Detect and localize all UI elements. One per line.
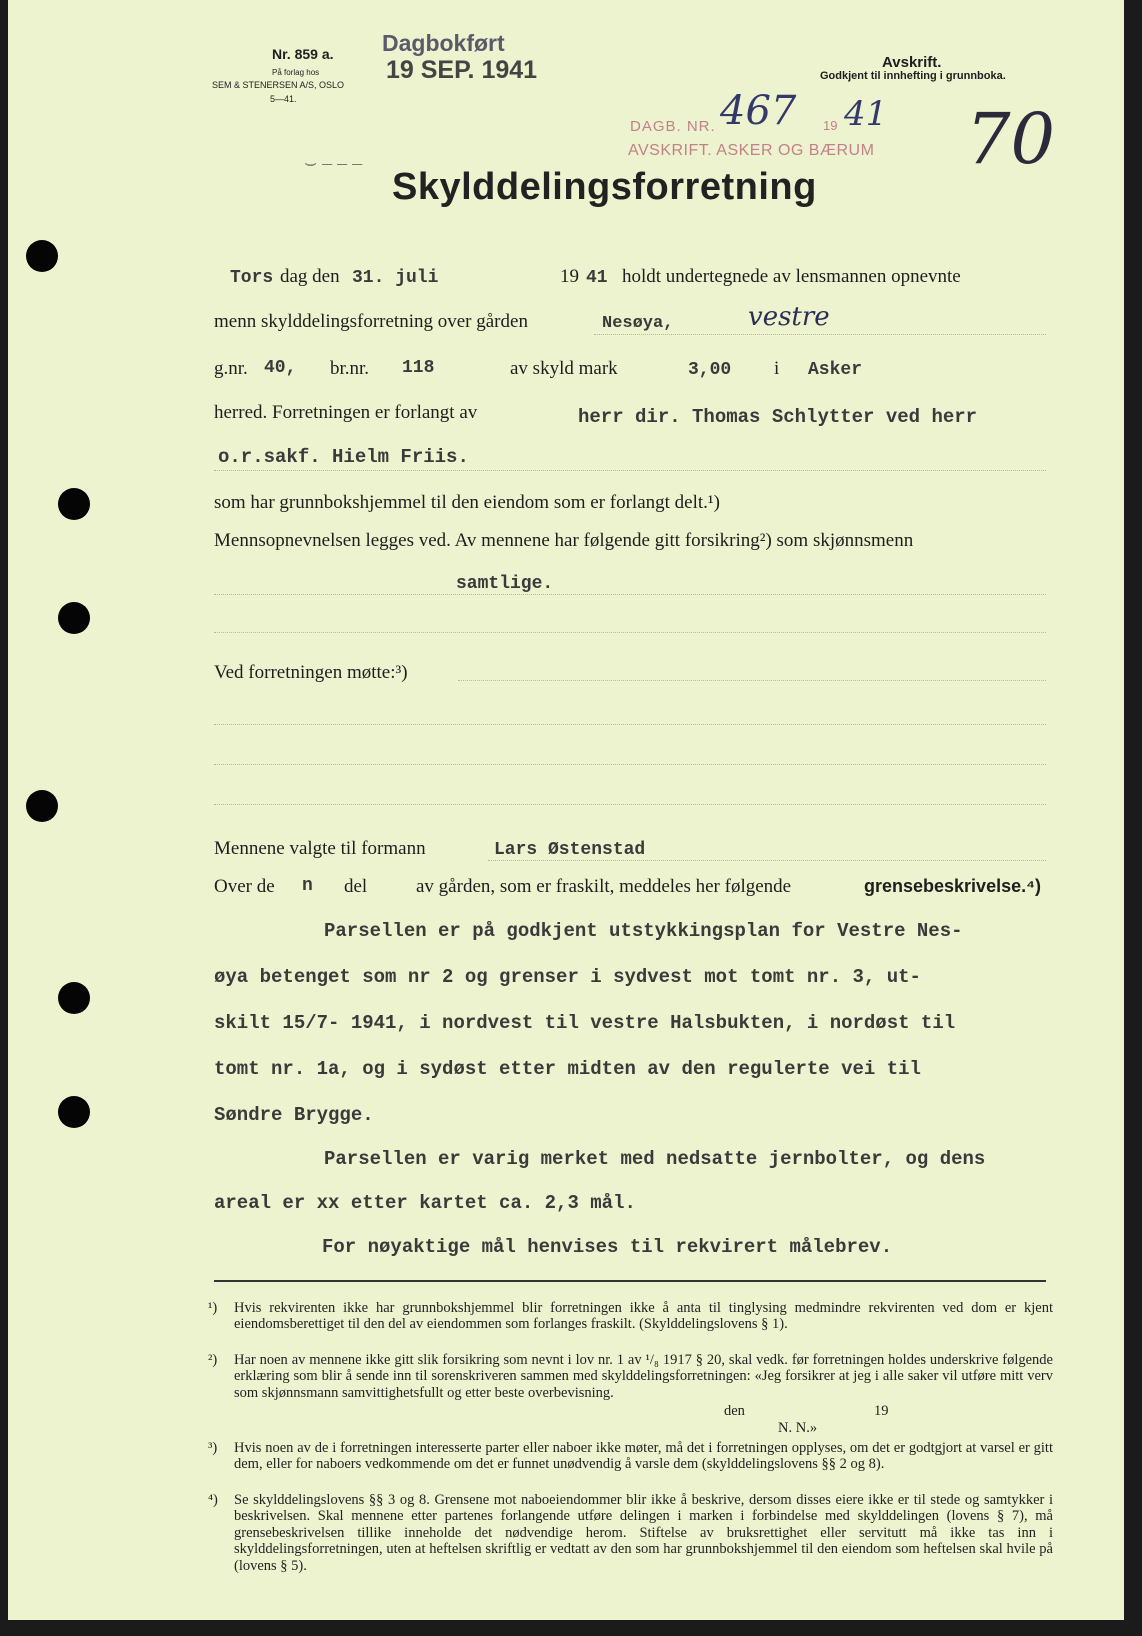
page-title: Skylddelingsforretning	[392, 166, 817, 208]
description-line: areal er xx etter kartet ca. 2,3 mål.	[214, 1192, 636, 1214]
intro-text: dag den	[280, 266, 340, 287]
document-page	[8, 0, 1124, 1620]
journal-stamp-office: AVSKRIFT. ASKER OG BÆRUM	[628, 142, 875, 159]
punch-hole	[26, 240, 58, 272]
registered-stamp: Dagbokført	[382, 30, 505, 56]
fill-line	[458, 680, 1046, 681]
journal-stamp-label: DAGB. NR.	[630, 118, 716, 135]
brnr-value: 118	[402, 358, 435, 378]
fill-line	[214, 594, 1046, 595]
pencil-mark: ⌣ ‒ ‒ ‒	[304, 152, 363, 174]
fill-line	[214, 804, 1046, 805]
fill-line	[214, 632, 1046, 633]
farm-name-handwritten: vestre	[748, 302, 830, 332]
intro-text: br.nr.	[330, 358, 370, 379]
weekday: Tors	[230, 268, 274, 288]
intro-text: av skyld mark	[510, 358, 618, 379]
chair-name: Lars Østenstad	[494, 840, 646, 860]
municipality-value: Asker	[808, 360, 863, 380]
footnote-year: 19	[874, 1403, 889, 1419]
footnote-place: den	[724, 1403, 745, 1419]
footnote-signature: N. N.»	[778, 1420, 818, 1436]
footnote-text: Se skylddelingslovens §§ 3 og 8. Grensene mot naboeiendommer blir ikke å beskrive, dersom disses eiere ikke er til stede og samtykker i beskrivelsen. Skal mennene etter partenes forlangende utføre delingen i marken i forbindelse med skylddelingen (lovens § 7), må grensebeskrivelsen tillike inneholde det nødvendige herom. Stiftelse av bruksrettighet eller servitutt må ikke tas inn i skylddelingsforretningen, uten at heftelsen skriftlig er vedtatt av den som har grunnbokshjemmel til den eiendom som heftelsen skal hvile på (lovens § 5).	[234, 1492, 1053, 1574]
boundary-text: Over de	[214, 876, 275, 897]
footnote-number: ⁴)	[208, 1492, 218, 1508]
boundary-fill: n	[302, 876, 313, 896]
year-value: 41	[586, 268, 608, 288]
journal-number: 467	[720, 88, 797, 134]
footnote-text: Hvis rekvirenten ikke har grunnbokshjemmel blir forretningen ikke å anta til tinglysing medmindre rekvirenten ved dom er kjent eiendomsberettiget til den del av eiendommen som forlanges fraskilt. (Skylddelingslovens § 1).	[234, 1300, 1053, 1333]
footnote-divider	[214, 1280, 1046, 1282]
gnr-value: 40,	[264, 358, 297, 378]
assurance-value: samtlige.	[456, 574, 554, 594]
date-value: 31. juli	[352, 268, 439, 288]
fill-line	[488, 860, 1046, 861]
publisher-line-2: SEM & STENERSEN A/S, OSLO	[212, 80, 345, 90]
publisher-line-1: På forlag hos	[272, 68, 320, 77]
page-number: 70	[966, 98, 1056, 180]
footnote-text: Hvis noen av de i forretningen interesserte parter eller naboer ikke møter, må det i forretningen opplyses, om det er godtgjort at varsel er gitt dem, eller for naboers vedkommende om det er funnet unødvendig å varsle dem (skylddelingslovens §§ 2 og 8).	[234, 1440, 1053, 1473]
fill-line	[594, 334, 1046, 335]
description-line: skilt 15/7- 1941, i nordvest til vestre Halsbukten, i nordøst til	[214, 1012, 956, 1034]
punch-hole	[58, 602, 90, 634]
footnote	[208, 1300, 1053, 1333]
journal-year-prefix: 19	[823, 118, 838, 133]
punch-hole	[58, 982, 90, 1014]
requester-line-2: o.r.sakf. Hielm Friis.	[218, 446, 469, 468]
fill-line	[214, 724, 1046, 725]
description-line: tomt nr. 1a, og i sydøst etter midten av den regulerte vei til	[214, 1058, 921, 1080]
description-line: Parsellen er varig merket med nedsatte jernbolter, og dens	[324, 1148, 986, 1170]
boundary-text: del	[344, 876, 368, 897]
intro-text: Mennsopnevnelsen legges ved. Av mennene har følgende gitt forsikring²) som skjønnsmenn	[214, 530, 914, 551]
description-line: øya betenget som nr 2 og grenser i sydvest mot tomt nr. 3, ut-	[214, 966, 921, 988]
punch-hole	[26, 790, 58, 822]
copy-label: Avskrift.	[882, 54, 942, 71]
fill-line	[214, 470, 1046, 471]
intro-text: i	[774, 358, 780, 379]
requester-line-1: herr dir. Thomas Schlytter ved herr	[578, 406, 978, 428]
intro-text: menn skylddelingsforretning over gården	[214, 311, 528, 332]
intro-text: 19	[560, 266, 579, 287]
intro-text: som har grunnbokshjemmel til den eiendom som er forlangt delt.¹)	[214, 492, 720, 513]
footnote-text: Har noen av mennene ikke gitt slik forsikring som nevnt i lov nr. 1 av ¹/₈ 1917 § 20, skal vedk. før forretningen holdes underskrive følgende erklæring som blir å sende inn til sorenskriveren sammen med skylddelingsforretningen: «Jeg forsikrer at jeg i alle saker vil utføre mitt verv som skjønnsmann samvittighetsfullt og etter beste overbevisning.	[234, 1352, 1053, 1401]
description-line: Søndre Brygge.	[214, 1104, 374, 1126]
fill-line	[214, 764, 1046, 765]
intro-text: holdt undertegnede av lensmannen opnevnte	[622, 266, 961, 287]
intro-text: g.nr.	[214, 358, 248, 379]
description-line: For nøyaktige mål henvises til rekvirert målebrev.	[322, 1236, 893, 1258]
journal-year: 41	[844, 94, 888, 134]
attendance-label: Ved forretningen møtte:³)	[214, 662, 408, 683]
boundary-heading: grensebeskrivelse.⁴)	[864, 876, 1042, 896]
footnote	[208, 1440, 1053, 1473]
footnote-number: ²)	[208, 1352, 218, 1368]
description-line: Parsellen er på godkjent utstykkingsplan for Vestre Nes-	[324, 920, 963, 942]
registered-date-stamp: 19 SEP. 1941	[386, 56, 538, 84]
punch-hole	[58, 1096, 90, 1128]
print-date: 5—41.	[270, 94, 297, 104]
footnote-number: ¹)	[208, 1300, 218, 1316]
boundary-text: av gården, som er fraskilt, meddeles her følgende	[416, 876, 792, 897]
chair-label: Mennene valgte til formann	[214, 838, 426, 859]
farm-name: Nesøya,	[602, 314, 674, 333]
footnote	[208, 1352, 1053, 1401]
punch-hole	[58, 488, 90, 520]
form-number: Nr. 859 a.	[272, 46, 334, 62]
copy-note: Godkjent til innhefting i grunnboka.	[820, 70, 1006, 82]
footnote-number: ³)	[208, 1440, 218, 1456]
intro-text: herred. Forretningen er forlangt av	[214, 402, 478, 423]
skyld-value: 3,00	[688, 360, 732, 380]
footnote	[208, 1492, 1053, 1574]
